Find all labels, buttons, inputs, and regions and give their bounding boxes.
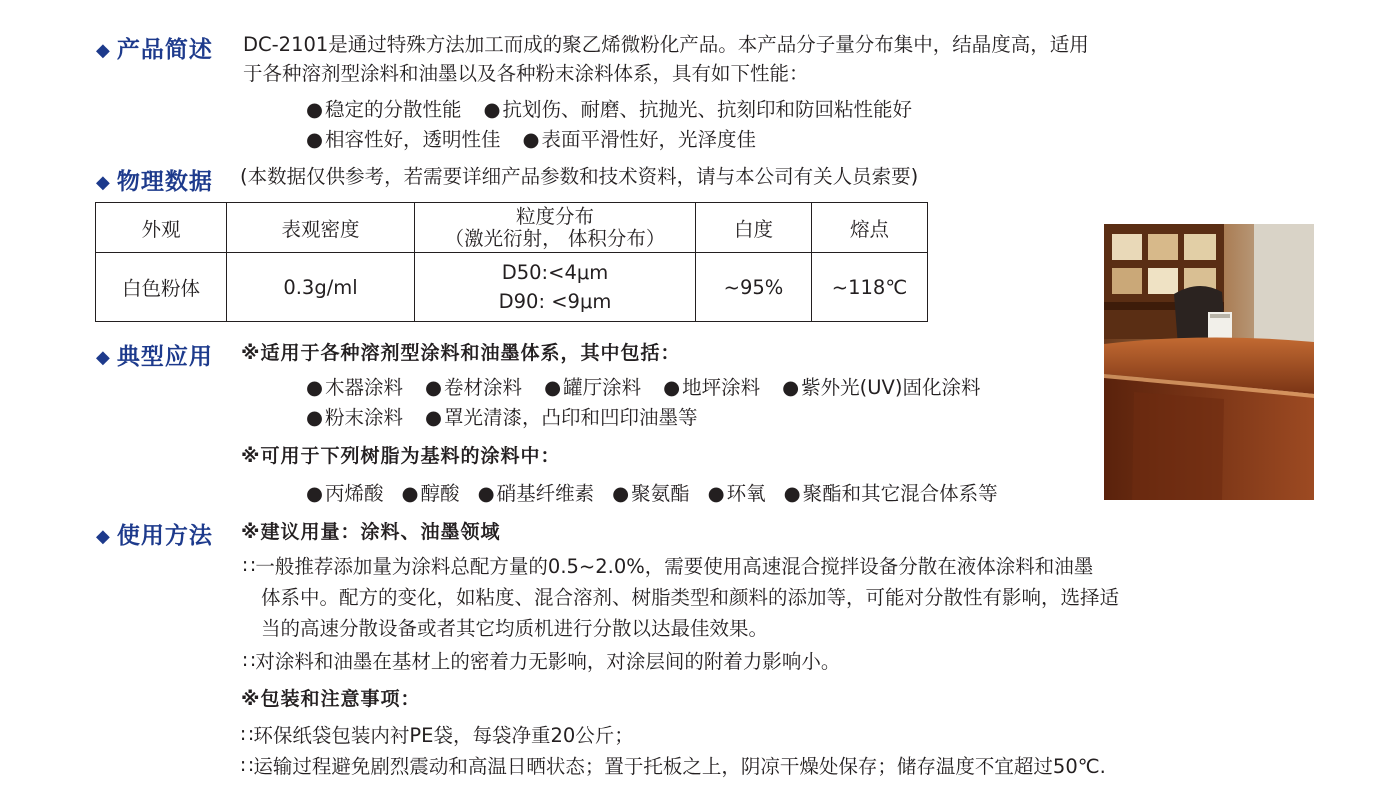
diamond-icon: ◆ [96,526,111,547]
intro-features-row-1 [306,95,934,124]
bullet-dot: ● [612,482,630,505]
office-scene-image [1104,224,1314,500]
packaging-line-1: ∷环保纸袋包装内衬PE袋，每袋净重20公斤； [241,724,634,747]
resin-row [306,479,998,508]
resin-item: ● 环氧 [707,482,766,505]
table-header-cell: 外观 [96,203,227,253]
resin-heading: ※可用于下列树脂为基料的涂料中： [241,445,561,467]
resin-item: ● 醇酸 [401,482,460,505]
office-desk-photo [1104,224,1314,500]
coating-item: ● 粉末涂料 [306,406,404,429]
coating-item: ● 紫外光(UV)固化涂料 [782,376,981,399]
bullet-dot: ● [663,376,681,399]
section-title-usage: ◆ 使用方法 [96,523,213,549]
packaging-line-2: ∷运输过程避免剧烈震动和高温日晒状态；置于托板之上，阴凉干燥处保存；储存温度不宜超过50℃. [241,755,1106,778]
table-header-cell: 表观密度 [227,203,415,253]
feature-item: ● 表面平滑性好，光泽度佳 [522,128,757,151]
coatings-row-1 [306,373,1002,402]
diamond-icon: ◆ [96,172,111,193]
intro-features-row-2 [306,125,778,154]
section-title-applications: ◆ 典型应用 [96,344,213,370]
bullet-dot: ● [425,406,443,429]
bullet-dot: ● [783,482,801,505]
bullet-dot: ● [306,482,324,505]
bullet-dot: ● [401,482,419,505]
resin-item: ● 硝基纤维素 [477,482,595,505]
section-title-physical: ◆ 物理数据 [96,169,213,195]
table-header-cell: 粒度分布 （激光衍射， 体积分布） [415,203,696,253]
diamond-icon: ◆ [96,40,111,61]
table-row [96,253,928,322]
coating-item: ● 罩光清漆，凸印和凹印油墨等 [425,406,698,429]
table-cell: 白色粉体 [96,253,227,322]
coating-item: ● 卷材涂料 [425,376,523,399]
usage-lead: ※建议用量：涂料、油墨领域 [241,521,501,543]
table-cell: ~118℃ [812,253,928,322]
bullet-dot: ● [306,406,324,429]
bullet-dot: ● [425,376,443,399]
diamond-icon: ◆ [96,347,111,368]
bullet-dot: ● [306,376,324,399]
feature-item: ● 稳定的分散性能 [306,98,462,121]
usage-para2: ∷对涂料和油墨在基材上的密着力无影响，对涂层间的附着力影响小。 [243,650,841,673]
usage-para1-line3: 当的高速分散设备或者其它均质机进行分散以达最佳效果。 [261,617,769,640]
usage-para1-line2: 体系中。配方的变化，如粘度、混合溶剂、树脂类型和颜料的添加等，可能对分散性有影响，选择适 [261,586,1120,609]
physical-data-table [95,202,928,322]
table-header-cell: 熔点 [812,203,928,253]
table-cell: ~95% [696,253,812,322]
bullet-dot: ● [544,376,562,399]
usage-para1-line1: ∷一般推荐添加量为涂料总配方量的0.5~2.0%，需要使用高速混合搅拌设备分散在液体涂料和油墨 [243,555,1094,578]
physical-note: (本数据仅供参考，若需要详细产品参数和技术资料，请与本公司有关人员索要) [240,165,919,188]
packaging-heading: ※包装和注意事项： [241,688,421,710]
intro-line-2: 于各种溶剂型涂料和油墨以及各种粉末涂料体系，具有如下性能： [243,62,809,85]
coatings-row-2 [306,403,720,432]
bullet-dot: ● [483,98,501,121]
coating-item: ● 罐厅涂料 [544,376,642,399]
table-header-cell: 白度 [696,203,812,253]
bullet-dot: ● [522,128,540,151]
bullet-dot: ● [306,128,324,151]
bullet-dot: ● [707,482,725,505]
applications-lead: ※适用于各种溶剂型涂料和油墨体系，其中包括： [241,342,681,364]
resin-item: ● 聚酯和其它混合体系等 [783,482,998,505]
feature-item: ● 相容性好，透明性佳 [306,128,501,151]
section-title-intro: ◆ 产品简述 [96,37,213,63]
coating-item: ● 地坪涂料 [663,376,761,399]
table-header-row [96,203,928,253]
resin-item: ● 聚氨酯 [612,482,690,505]
table-cell: 0.3g/ml [227,253,415,322]
bullet-dot: ● [782,376,800,399]
resin-item: ● 丙烯酸 [306,482,384,505]
bullet-dot: ● [306,98,324,121]
coating-item: ● 木器涂料 [306,376,404,399]
table-cell: D50:<4μm D90: <9μm [415,253,696,322]
feature-item: ● 抗划伤、耐磨、抗抛光、抗刻印和防回粘性能好 [483,98,913,121]
intro-line-1: DC-2101是通过特殊方法加工而成的聚乙烯微粉化产品。本产品分子量分布集中，结晶度高，适用 [243,33,1089,56]
bullet-dot: ● [477,482,495,505]
